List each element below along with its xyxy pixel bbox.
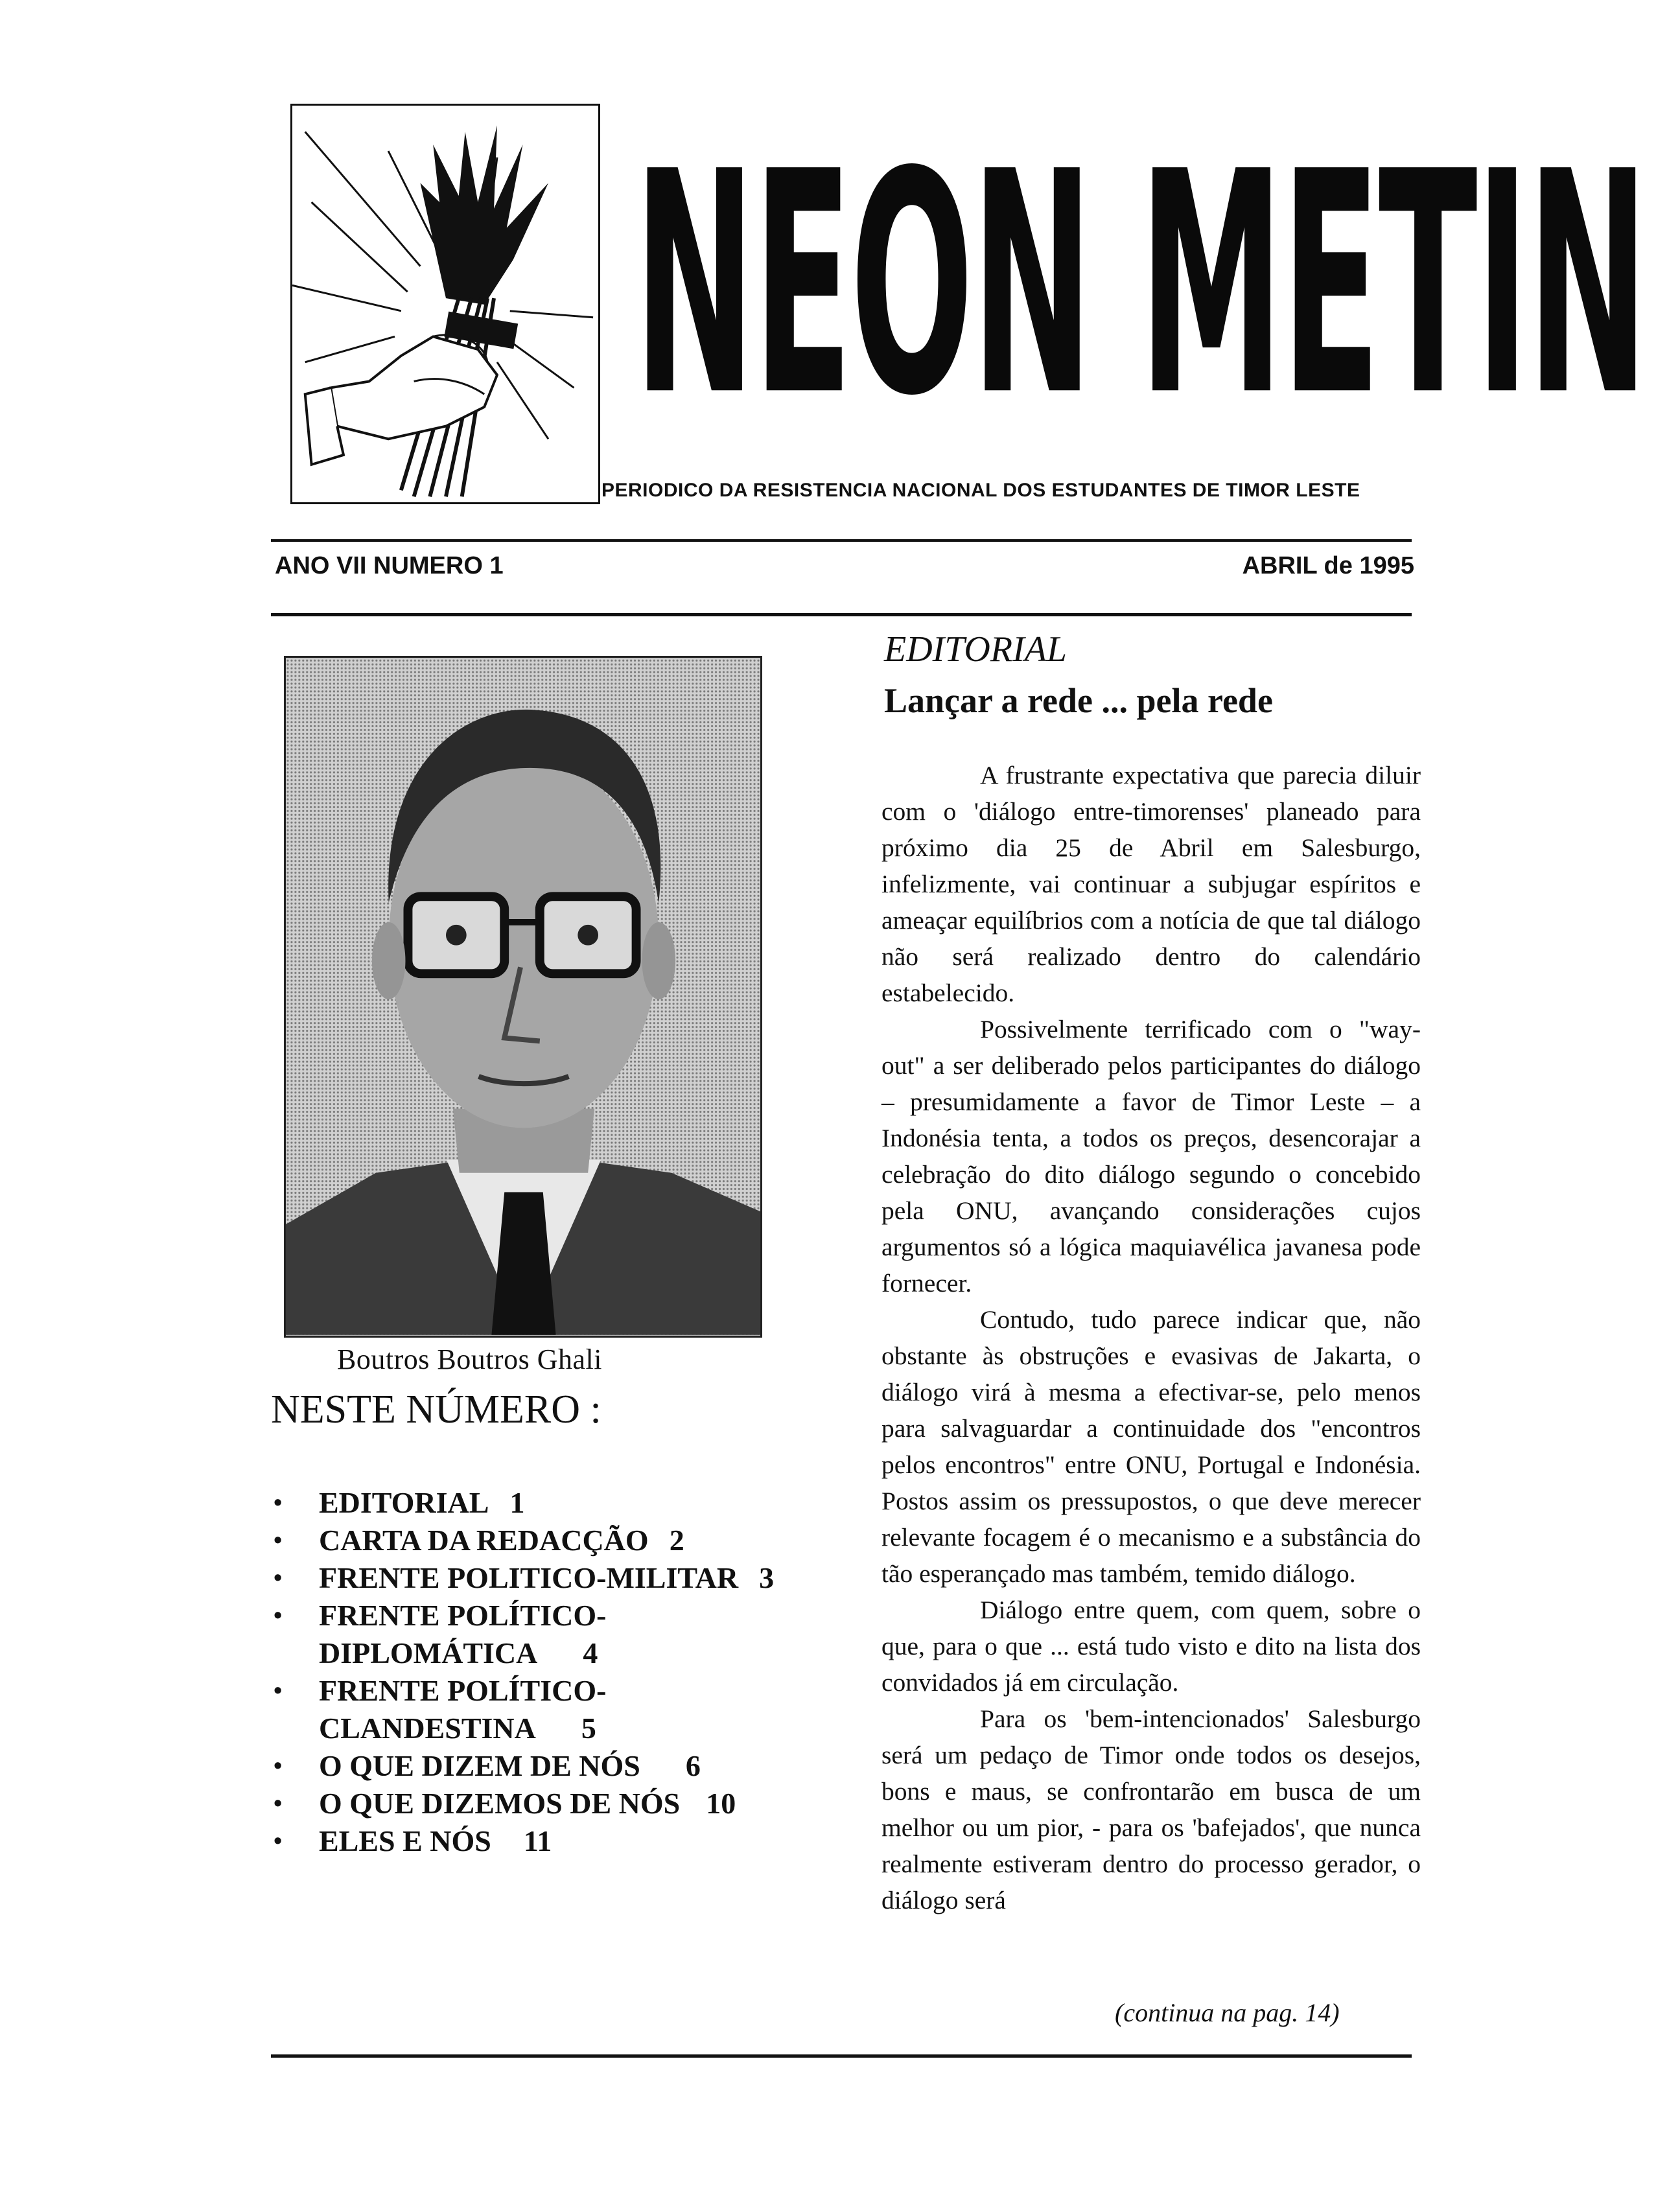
newspaper-title: NEON METIN: [634, 107, 1647, 463]
contents-item: • FRENTE POLITICO-MILITAR 3: [271, 1559, 854, 1597]
editorial-headline: Lançar a rede ... pela rede: [884, 681, 1273, 720]
editorial-paragraph: Para os 'bem-intencionados' Salesburgo será um pedaço de Timor onde todos os desejos, bons e maus, se confrontarão em busca de um melhor ou um pior, - para os 'bafejados', que nunca realmente estiveram dentro do processo gerador, o diálogo será: [881, 1704, 1421, 1914]
issue-number: ANO VII NUMERO 1: [275, 552, 504, 579]
editorial-paragraph: Possivelmente terrificado com o "way-out" a ser deliberado pelos participantes do diálogo – presumidamente a favor de Timor Leste – a Indonésia tenta, a todos os preços, desencorajar a celebração do dito diálogo segundo o concebido pela ONU, avançando considerações cujos argumentos só a lógica maquiavélica javanesa pode fornecer.: [881, 1015, 1421, 1297]
contents-item: • EDITORIAL 1: [271, 1484, 854, 1522]
contents-item: • CARTA DA REDACÇÃO 2: [271, 1522, 854, 1559]
editorial-body: [881, 757, 1421, 1918]
contents-item: • FRENTE POLÍTICO-CLANDESTINA 5: [271, 1672, 656, 1747]
editorial-paragraph: A frustrante expectativa que parecia diluir com o 'diálogo entre-timorenses' planeado para próximo dia 25 de Abril em Salesburgo, infelizmente, vai continuar a subjugar espíritos e ameaçar equilíbrios com a notícia de que tal diálogo não será realizado dentro do calendário estabelecido.: [881, 761, 1421, 1007]
continued-note: (continua na pag. 14): [1115, 1998, 1340, 2027]
editorial-paragraph: Diálogo entre quem, com quem, sobre o que, para o que ... está tudo visto e dito na lista dos convidados já em circulação.: [881, 1596, 1421, 1697]
bottom-divider: [271, 2054, 1412, 2058]
photo-caption: Boutros Boutros Ghali: [337, 1343, 602, 1375]
contents-item: • FRENTE POLÍTICO-DIPLOMÁTICA 4: [271, 1597, 656, 1672]
top-divider: [271, 539, 1412, 542]
newspaper-subtitle: PERIODICO DA RESISTENCIA NACIONAL DOS ESTUDANTES DE TIMOR LESTE: [601, 480, 1360, 501]
portrait-photo: [284, 656, 762, 1338]
contents-heading: NESTE NÚMERO :: [271, 1388, 601, 1432]
issue-date: ABRIL de 1995: [1242, 552, 1414, 579]
editorial-section-label: EDITORIAL: [884, 629, 1068, 669]
masthead-logo: [290, 104, 600, 504]
editorial-paragraph: Contudo, tudo parece indicar que, não obstante às obstruções e evasivas de Jakarta, o diálogo virá à mesma a efectivar-se, pelo menos para salvaguardar a continuidade dos "encontros pelos encontros" entre ONU, Portugal e Indonésia. Postos assim os pressupostos, o que deve merecer relevante focagem é o mecanismo e a substância do tão esperançado mas também, temido diálogo.: [881, 1305, 1421, 1588]
hand-holding-arrows-icon: [292, 106, 598, 502]
contents-list: [271, 1484, 854, 1860]
contents-item: • O QUE DIZEMOS DE NÓS 10: [271, 1785, 854, 1822]
contents-item: • O QUE DIZEM DE NÓS 6: [271, 1747, 854, 1785]
header-divider: [271, 613, 1412, 616]
contents-item: • ELES E NÓS 11: [271, 1822, 854, 1860]
